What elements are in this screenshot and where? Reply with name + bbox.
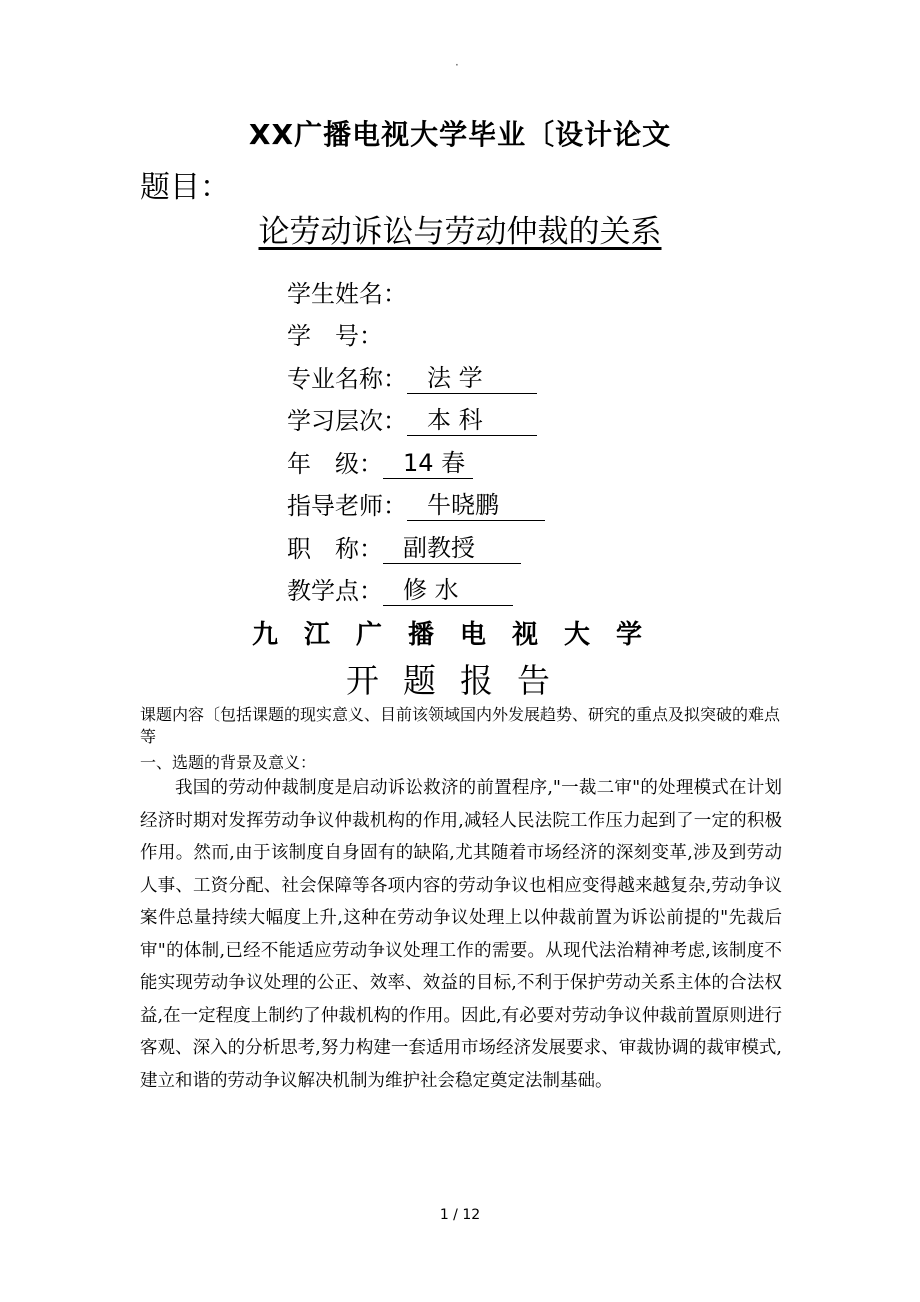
title-label: 题目： [140, 170, 230, 205]
info-label: 学习层次： [287, 407, 407, 435]
document-header-title: XX广播电视大学毕业〔设计论文 [248, 118, 672, 151]
school-name: 九江广播电视大学 [251, 620, 668, 650]
info-row-grade [287, 446, 473, 482]
info-row-major [287, 361, 537, 397]
info-row-level [287, 403, 537, 439]
info-label: 职 称： [287, 535, 383, 563]
info-label: 指导老师： [287, 492, 407, 520]
info-row-student-id [287, 318, 383, 354]
info-value: 法 学 [407, 363, 537, 394]
info-value: 修 水 [383, 575, 513, 606]
body-paragraph: 我国的劳动仲裁制度是启动诉讼救济的前置程序,"一裁二审"的处理模式在计划经济时期对发挥劳动争议仲裁机构的作用,减轻人民法院工作压力起到了一定的积极作用。然而,由于该制度自身固有的缺陷,尤其随着市场经济的深刻变革,涉及到劳动人事、工资分配、社会保障等各项内容的劳动争议也相应变得越来越复杂,劳动争议案件总量持续大幅度上升,这种在劳动争议处理上以仲裁前置为诉讼前提的"先裁后审"的体制,已经不能适应劳动争议处理工作的需要。从现代法治精神考虑,该制度不能实现劳动争议处理的公正、效率、效益的目标,不利于保护劳动关系主体的合法权益,在一定程度上制约了仲裁机构的作用。因此,有必要对劳动争议仲裁前置原则进行客观、深入的分析思考,努力构建一套适用市场经济发展要求、审裁协调的裁审模式,建立和谐的劳动争议解决机制为维护社会稳定奠定法制基础。 [140, 778, 782, 1091]
intro-text: 课题内容〔包括课题的现实意义、目前该领域国内外发展趋势、研究的重点及拟突破的难点等 [140, 705, 781, 746]
info-value: 14 春 [383, 448, 473, 479]
info-label: 教学点： [287, 577, 383, 605]
info-value: 本 科 [407, 405, 537, 436]
info-row-title [287, 531, 521, 567]
page-number: 1 / 12 [439, 1207, 481, 1223]
section-heading: 一、选题的背景及意义： [140, 753, 317, 772]
top-mark: · [455, 58, 459, 72]
info-value: 牛晓鹏 [407, 490, 545, 521]
info-row-teaching-site [287, 573, 513, 609]
info-label: 年 级： [287, 450, 383, 478]
info-label: 学 号： [287, 322, 383, 350]
info-row-student-name [287, 276, 407, 312]
info-value: 副教授 [383, 533, 521, 564]
thesis-title [0, 206, 920, 251]
thesis-title-text: 论劳动诉讼与劳动仲裁的关系 [258, 214, 662, 250]
info-label: 学生姓名： [287, 280, 407, 308]
info-label: 专业名称： [287, 365, 407, 393]
info-row-advisor [287, 488, 545, 524]
report-title: 开题报告 [346, 661, 574, 700]
